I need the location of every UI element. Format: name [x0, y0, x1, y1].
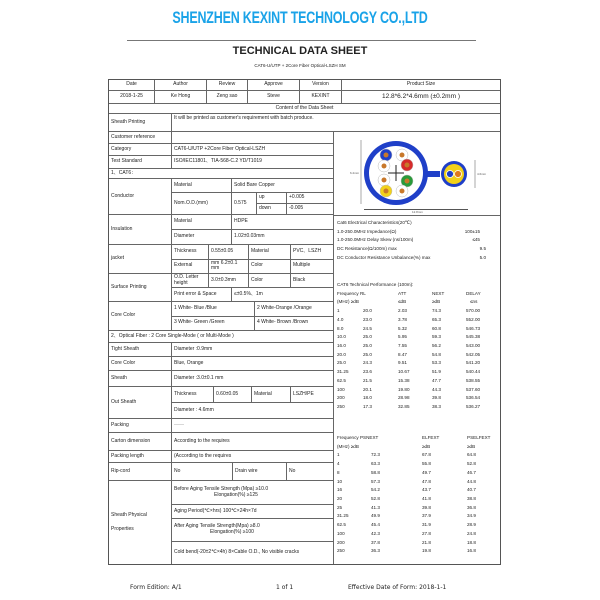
header-labels-row: [109, 80, 500, 91]
fext-cell: 45.4: [371, 522, 380, 528]
perf-cell: 20.0: [337, 351, 346, 357]
electrical-param: 1.0-250.0MHz Impedance(Ω): [337, 228, 397, 234]
company-name: SHENZHEN KEXINT TECHNOLOGY CO.,LTD: [172, 8, 428, 28]
electrical-row: [337, 228, 498, 237]
drain-wire-value: No: [286, 463, 333, 480]
tight-sheath-label: Tight Sheath: [111, 345, 140, 352]
perf-cell: 51.9: [432, 369, 441, 375]
carton-value: According to the requires: [171, 433, 333, 450]
customer-reference-label: Customer reference: [111, 133, 156, 140]
perf-cell: 536.54: [466, 395, 481, 401]
customer-reference-value: [171, 132, 333, 143]
fext-cell: 8: [337, 469, 340, 475]
perf-cell: 7.55: [398, 343, 407, 349]
approve-value: Steve: [247, 91, 299, 103]
fext-performance: [334, 428, 500, 556]
version-value: KEXINT: [299, 91, 341, 103]
out-sheath-label: Out Sheath: [111, 398, 137, 405]
jacket-thickness-value: 0.55±0.05: [208, 245, 248, 259]
ripcord-label: Rip-cord: [111, 467, 130, 474]
fext-cell: 54.2: [371, 487, 380, 493]
perf-header: DELAY: [466, 290, 481, 296]
perf-cell: 15.38: [398, 377, 410, 383]
core-color-label: Core Color: [111, 312, 136, 319]
perf-cell: 19.80: [398, 386, 410, 392]
fext-cell: 62.5: [337, 522, 346, 528]
conductor-section: [109, 179, 333, 215]
tolerance-up-value: +0.005: [286, 193, 333, 203]
electrical-param: DC Resistance(Ω/100m) max: [337, 246, 397, 252]
fext-cell: 52.8: [467, 461, 476, 467]
packing-length-value: (According to the requires: [171, 451, 333, 462]
cold-bend: Cold bend(-20±2℃×4h) 8×Cable O.D., No visible cracks: [174, 549, 300, 556]
pair-2: 2 White-Orange /Orange: [254, 302, 333, 316]
fiber-dimension-label: 4.6mm: [477, 172, 487, 176]
perf-cell: 20.0: [363, 308, 372, 314]
pair-1: 1 White- Blue /Blue: [174, 304, 217, 311]
fext-cell: 27.8: [422, 530, 431, 536]
conductor-material-label: Material: [174, 181, 192, 188]
electrical-row: [337, 236, 498, 245]
before-aging-tensile: Before Aging Tensile Strength (Mpa) ≥10.0: [174, 485, 269, 492]
perf-cell: 60.8: [432, 325, 441, 331]
copper-conductor: [384, 189, 389, 194]
out-sheath-thickness-value: 0.60±0.05: [213, 387, 251, 402]
perf-cell: 31.25: [337, 369, 349, 375]
fext-cell: 34.9: [467, 513, 476, 519]
fext-cell: 19.8: [422, 548, 431, 554]
fext-header: Frequency PSNEXT: [337, 435, 379, 440]
copper-conductor: [382, 178, 387, 183]
physical-label: Sheath Physical: [111, 511, 147, 518]
perf-cell: 5.32: [398, 325, 407, 331]
carton-label: Carton dimension: [111, 437, 151, 444]
perf-cell: 20.1: [363, 386, 372, 392]
jacket-external-label: External: [174, 262, 193, 269]
fext-cell: 16.8: [467, 548, 476, 554]
fext-cell: 57.3: [371, 478, 380, 484]
conductor-od-label: Nom.O.D.(mm): [174, 199, 208, 206]
fext-cell: 38.8: [467, 496, 476, 502]
jacket-external-value: mm 6.2±0.1 mm: [208, 260, 248, 274]
perf-cell: 250: [337, 404, 345, 410]
fext-cell: 4: [337, 461, 340, 467]
perf-header: Frequency RL: [337, 290, 366, 296]
perf-cell: 25.0: [337, 360, 346, 366]
insulation-diameter-value: 1.02±0.03mm: [231, 230, 333, 244]
perf-cell: 74.3: [432, 308, 441, 314]
fext-unit: ≥dB: [467, 443, 476, 449]
perf-unit: ≤ns: [470, 299, 478, 305]
before-aging-elongation: Elongation(%) ≥125: [214, 491, 258, 498]
fext-cell: 44.8: [467, 478, 476, 484]
perf-cell: 541.20: [466, 360, 481, 366]
perf-cell: 16.0: [337, 343, 346, 349]
fiber-core-color-label: Core Color: [111, 359, 136, 366]
content-title-row: [109, 104, 500, 114]
date-value: 2018-1-25: [120, 93, 143, 100]
sheath-printing-label: Sheath Printing: [111, 118, 146, 125]
sheath-printing-value: It will be printed as customer's requirement with batch produce.: [171, 114, 500, 131]
print-color-value: Black: [290, 274, 333, 287]
category-label: Category: [111, 145, 132, 152]
out-sheath-thickness-label: Thickness: [174, 390, 197, 397]
perf-unit: ≤dB: [398, 299, 407, 305]
effective-date: Effective Date of Form: 2018-1-1: [348, 584, 447, 591]
fext-cell: 10: [337, 478, 343, 484]
jacket-material-value: PVC、LSZH: [290, 245, 333, 259]
header-product-size: Product Size: [341, 80, 500, 90]
header-review: Review: [206, 80, 247, 90]
out-sheath-diameter: Diameter : 4.6mm: [174, 406, 214, 413]
page-title: TECHNICAL DATA SHEET: [232, 45, 368, 57]
review-value: Zeng sao: [206, 91, 247, 103]
insulation-section: [109, 215, 333, 245]
performance-title: CAT6 Technical Performance (100m):: [337, 282, 414, 287]
form-edition: Form Edition: A/1: [130, 584, 182, 591]
fext-cell: 49.7: [422, 469, 431, 475]
properties-label: Properties: [111, 525, 134, 532]
perf-cell: 545.38: [466, 334, 481, 340]
electrical-row: [337, 245, 498, 254]
letter-height-label: O.D. Letter height: [174, 274, 199, 286]
copper-conductor: [384, 153, 389, 158]
perf-cell: 32.85: [398, 404, 410, 410]
pair-4: 4 White- Brown /Brown: [254, 317, 333, 331]
author-value: Ke Hong: [154, 91, 206, 103]
fext-cell: 55.8: [422, 461, 431, 467]
header-values-row: [109, 91, 500, 104]
perf-cell: 543.00: [466, 343, 481, 349]
conductor-label: Conductor: [111, 192, 135, 199]
perf-unit: (MHz) ≥dB: [337, 299, 359, 305]
fext-cell: 47.8: [422, 478, 431, 484]
perf-cell: 24.5: [363, 325, 372, 331]
section-cat6-heading: 1、CAT6：: [111, 169, 137, 176]
electrical-title: Cat6 Electrical Characteristics(20℃): [337, 220, 412, 225]
cable-cross-section-diagram: [334, 132, 501, 208]
electrical-value: 9.5: [479, 246, 486, 252]
fext-cell: 58.8: [371, 469, 380, 475]
fext-cell: 31.25: [337, 513, 349, 519]
performance-column: [333, 132, 500, 564]
out-sheath-material-label: Material: [251, 387, 290, 402]
out-sheath-material-value: LSZH/PE: [290, 387, 333, 402]
packing-length-label: Packing length: [111, 452, 144, 459]
perf-cell: 4.0: [337, 316, 344, 322]
tolerance-down-label: down: [259, 205, 271, 212]
perf-header: ATT: [398, 290, 407, 296]
fext-cell: 200: [337, 539, 345, 545]
fext-cell: 1: [337, 452, 340, 458]
out-sheath-section: [109, 387, 333, 419]
fext-cell: 21.8: [422, 539, 431, 545]
jacket-material-label: Material: [248, 245, 290, 259]
core-color-section: [109, 302, 333, 331]
copper-conductor: [405, 163, 410, 168]
test-standard-value: ISO/IEC11801、TIA-568-C.2 YD/T1019: [171, 156, 333, 168]
conductor-od-value: 0.575: [231, 193, 256, 214]
perf-cell: 59.3: [432, 334, 441, 340]
fext-cell: 67.8: [422, 452, 431, 458]
perf-cell: 1: [337, 308, 340, 314]
perf-cell: 538.55: [466, 377, 481, 383]
fext-cell: 41.3: [371, 504, 380, 510]
fext-cell: 39.8: [422, 504, 431, 510]
perf-cell: 536.27: [466, 404, 481, 410]
surface-printing-label: Surface Printing: [111, 283, 147, 290]
header-date: Date: [126, 81, 137, 88]
perf-cell: 44.3: [432, 386, 441, 392]
electrical-row: [337, 254, 498, 263]
perf-cell: 17.3: [363, 404, 372, 410]
perf-cell: 23.6: [363, 369, 372, 375]
copper-conductor: [382, 164, 387, 169]
tight-sheath-value: Diameter :0.9mm: [171, 343, 333, 356]
perf-cell: 2.03: [398, 308, 407, 314]
copper-conductor: [400, 153, 405, 158]
fext-cell: 64.8: [467, 452, 476, 458]
perf-cell: 570.00: [466, 308, 481, 314]
perf-cell: 100: [337, 386, 345, 392]
perf-cell: 5.95: [398, 334, 407, 340]
fext-cell: 25: [337, 504, 343, 510]
perf-cell: 25.0: [363, 334, 372, 340]
fext-header: PSELFEXT: [467, 435, 491, 440]
perf-cell: 24.3: [363, 360, 372, 366]
perf-cell: 542.05: [466, 351, 481, 357]
height-dimension-label: 6.2mm: [350, 171, 360, 175]
sheath-printing-row: [109, 114, 500, 132]
after-aging-elongation: Elongation(%) ≥100: [210, 529, 254, 535]
fext-unit: (MHz) ≥dB: [337, 443, 359, 449]
header-version: Version: [299, 80, 341, 90]
fext-cell: 28.9: [467, 522, 476, 528]
perf-cell: 21.5: [363, 377, 372, 383]
letter-height-value: 3.0±0.3mm: [208, 274, 248, 287]
fext-cell: 72.3: [371, 452, 380, 458]
divider: [127, 40, 476, 41]
perf-unit: ≥dB: [432, 299, 441, 305]
perf-cell: 23.0: [363, 316, 372, 322]
perf-header: NEXT: [432, 290, 445, 296]
fext-cell: 40.7: [467, 487, 476, 493]
fext-cell: 63.3: [371, 461, 380, 467]
fext-cell: 250: [337, 548, 345, 554]
fext-header: ELFEXT: [422, 435, 440, 440]
insulation-material-label: Material: [174, 218, 192, 225]
print-color-label: Color: [248, 274, 290, 287]
after-aging-tensile: After Aging Tensile Strength(Mpa) ≥8.0: [174, 523, 260, 530]
sheath-label: Sheath: [111, 374, 127, 381]
test-standard-label: Test Standard: [111, 158, 142, 165]
perf-cell: 53.3: [432, 360, 441, 366]
perf-cell: 540.44: [466, 369, 481, 375]
perf-cell: 3.78: [398, 316, 407, 322]
fext-cell: 43.7: [422, 487, 431, 493]
perf-cell: 10.0: [337, 334, 346, 340]
fext-cell: 42.3: [371, 530, 380, 536]
perf-cell: 39.8: [432, 395, 441, 401]
fext-unit: ≥dB: [422, 443, 431, 449]
header-author: Author: [154, 80, 206, 90]
fext-cell: 20: [337, 496, 343, 502]
electrical-param: 1.0-250.0MHz Delay Skew (ns/100m): [337, 237, 414, 243]
fiber-core-color-value: Blue, Orange: [171, 357, 333, 370]
copper-conductor: [400, 189, 405, 194]
fext-cell: 37.8: [371, 539, 380, 545]
perf-cell: 65.3: [432, 316, 441, 322]
insulation-material-value: HDPE: [231, 215, 333, 229]
aging-period: Aging Period(℃×hrs) 100℃×24h×7d: [174, 507, 257, 514]
data-sheet-table: [108, 79, 501, 565]
electrical-param: DC Conductor Resistance Unbalance(%) max: [337, 254, 431, 260]
electrical-value: 100±15: [464, 228, 480, 234]
fext-cell: 36.8: [467, 504, 476, 510]
electrical-value: 5.0: [479, 254, 486, 260]
perf-cell: 25.0: [363, 351, 372, 357]
surface-printing-section: [109, 274, 333, 302]
perf-cell: 10.67: [398, 369, 410, 375]
perf-cell: 62.5: [337, 377, 346, 383]
fext-cell: 36.3: [371, 548, 380, 554]
product-size-value: 12.8*6.2*4.6mm (±0.2mm ): [341, 91, 500, 103]
perf-cell: 56.2: [432, 343, 441, 349]
perf-cell: 18.0: [363, 395, 372, 401]
technical-performance: [334, 279, 500, 428]
jacket-section: [109, 245, 333, 274]
category-value: CAT6-U/UTP +2Core Fiber Optical-LSZH: [171, 144, 333, 155]
jacket-color-label: Color: [248, 260, 290, 274]
spec-column: [109, 132, 333, 564]
perf-cell: 38.3: [432, 404, 441, 410]
print-error-value: ≤±0.5%、1m: [231, 288, 333, 301]
jacket-thickness-label: Thickness: [174, 247, 197, 254]
electrical-characteristics: [334, 216, 500, 279]
width-dimension-label: 12.8mm: [412, 210, 423, 214]
packing-value: ——: [171, 419, 333, 432]
insulation-label: Insulation: [111, 225, 133, 232]
pair-3: 3 White- Green /Green: [174, 319, 225, 326]
sheath-value: Diameter :3.0±0.1 mm: [171, 371, 333, 386]
fext-cell: 16: [337, 487, 343, 493]
perf-cell: 8.0: [337, 325, 344, 331]
fext-cell: 46.7: [467, 469, 476, 475]
header-approve: Approve: [247, 80, 299, 90]
copper-conductor: [405, 179, 410, 184]
tolerance-up-label: up: [259, 194, 265, 201]
physical-section: [109, 481, 333, 564]
conductor-material-value: Solid Bare Copper: [231, 179, 333, 192]
subtitle: CAT6-U/UTP + 2Core Fiber Optical-LSZH SM: [254, 63, 346, 68]
fext-cell: 52.8: [371, 496, 380, 502]
fext-cell: 37.9: [422, 513, 431, 519]
perf-cell: 28.98: [398, 395, 410, 401]
insulation-diameter-label: Diameter: [174, 233, 195, 240]
fext-cell: 49.9: [371, 513, 380, 519]
perf-cell: 47.7: [432, 377, 441, 383]
fext-cell: 18.8: [467, 539, 476, 545]
perf-cell: 54.8: [432, 351, 441, 357]
perf-cell: 552.00: [466, 316, 481, 322]
electrical-value: ≤45: [472, 237, 480, 243]
fext-cell: 41.8: [422, 496, 431, 502]
fext-cell: 100: [337, 530, 345, 536]
jacket-color-value: Multiple: [290, 260, 333, 274]
perf-cell: 9.51: [398, 360, 407, 366]
ripcord-value: No: [171, 463, 232, 480]
content-title: Content of the Data Sheet: [275, 104, 334, 111]
print-error-label: Print error & Space: [174, 290, 217, 297]
perf-cell: 25.0: [363, 343, 372, 349]
perf-cell: 8.47: [398, 351, 407, 357]
drain-wire-label: Drain wire: [232, 463, 286, 480]
jacket-label: jacket: [111, 255, 125, 262]
fext-cell: 31.9: [422, 522, 431, 528]
perf-cell: 546.73: [466, 325, 481, 331]
perf-cell: 200: [337, 395, 345, 401]
perf-cell: 537.60: [466, 386, 481, 392]
page-number: 1 of 1: [276, 584, 294, 591]
section-fiber-heading: 2、Optical Fiber : 2 Core Single-Mode ( or Multi-Mode ): [111, 332, 234, 339]
tolerance-down-value: -0.005: [286, 204, 333, 214]
fext-cell: 24.8: [467, 530, 476, 536]
packing-label: Packing: [111, 421, 129, 428]
